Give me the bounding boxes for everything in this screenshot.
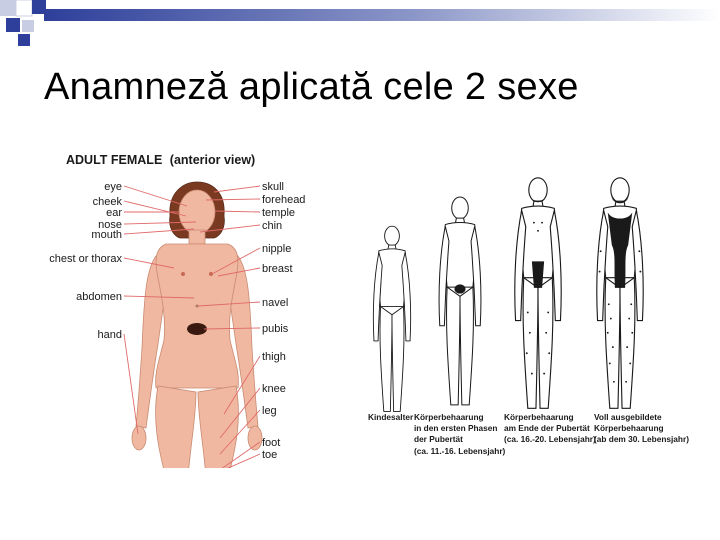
adult-female-diagram: [34, 148, 322, 468]
svg-text:ear: ear: [106, 207, 122, 219]
svg-text:(ca. 16.-20. Lebensjahr): (ca. 16.-20. Lebensjahr): [504, 434, 596, 444]
caption-adult: [594, 412, 689, 444]
svg-text:Körperbehaarung: Körperbehaarung: [594, 423, 664, 433]
figure-child: [373, 226, 410, 411]
svg-text:der Pubertät: der Pubertät: [414, 434, 463, 444]
caption-early-puberty: [414, 412, 506, 456]
svg-text:leg: leg: [262, 405, 277, 417]
figure-late-puberty: [515, 178, 561, 409]
slide-title: Anamneză aplicată cele 2 sexe: [44, 66, 579, 108]
svg-text:pubis: pubis: [262, 323, 289, 335]
svg-text:cheek: cheek: [92, 196, 122, 208]
svg-text:mouth: mouth: [91, 229, 122, 241]
svg-text:forehead: forehead: [262, 194, 306, 206]
caption-late-puberty: [504, 412, 596, 444]
svg-text:thigh: thigh: [262, 351, 286, 363]
svg-text:chin: chin: [262, 220, 283, 232]
svg-text:nipple: nipple: [262, 243, 292, 255]
svg-text:breast: breast: [262, 263, 293, 275]
svg-text:toe: toe: [262, 449, 278, 461]
svg-text:skull: skull: [262, 181, 285, 193]
svg-text:Voll ausgebildete: Voll ausgebildete: [594, 412, 662, 422]
svg-text:Kindesalter: Kindesalter: [368, 412, 414, 422]
svg-text:Körperbehaarung: Körperbehaarung: [414, 412, 484, 422]
svg-text:navel: navel: [262, 297, 289, 309]
caption-child: [368, 412, 414, 422]
svg-text:Körperbehaarung: Körperbehaarung: [504, 412, 574, 422]
svg-text:nose: nose: [98, 219, 122, 231]
svg-text:in den ersten Phasen: in den ersten Phasen: [414, 423, 498, 433]
svg-text:knee: knee: [262, 383, 286, 395]
right-labels: [262, 181, 305, 461]
diagram-heading: ADULT FEMALE (anterior view): [66, 153, 256, 167]
puberty-hair-diagram: [348, 150, 700, 470]
svg-text:eye: eye: [104, 181, 122, 193]
figure-adult: [597, 178, 643, 409]
svg-text:hand: hand: [97, 329, 122, 341]
figure-early-puberty: [439, 197, 481, 405]
svg-text:(ca. 11.-16. Lebensjahr): (ca. 11.-16. Lebensjahr): [414, 446, 506, 456]
svg-text:am Ende der Pubertät: am Ende der Pubertät: [504, 423, 590, 433]
svg-text:foot: foot: [262, 437, 281, 449]
svg-text:temple: temple: [262, 207, 296, 219]
svg-text:(ab dem 30. Lebensjahr): (ab dem 30. Lebensjahr): [594, 434, 689, 444]
svg-text:chest or thorax: chest or thorax: [49, 253, 122, 265]
header-decoration: [0, 0, 720, 50]
left-labels: [49, 181, 122, 341]
svg-text:abdomen: abdomen: [76, 291, 122, 303]
